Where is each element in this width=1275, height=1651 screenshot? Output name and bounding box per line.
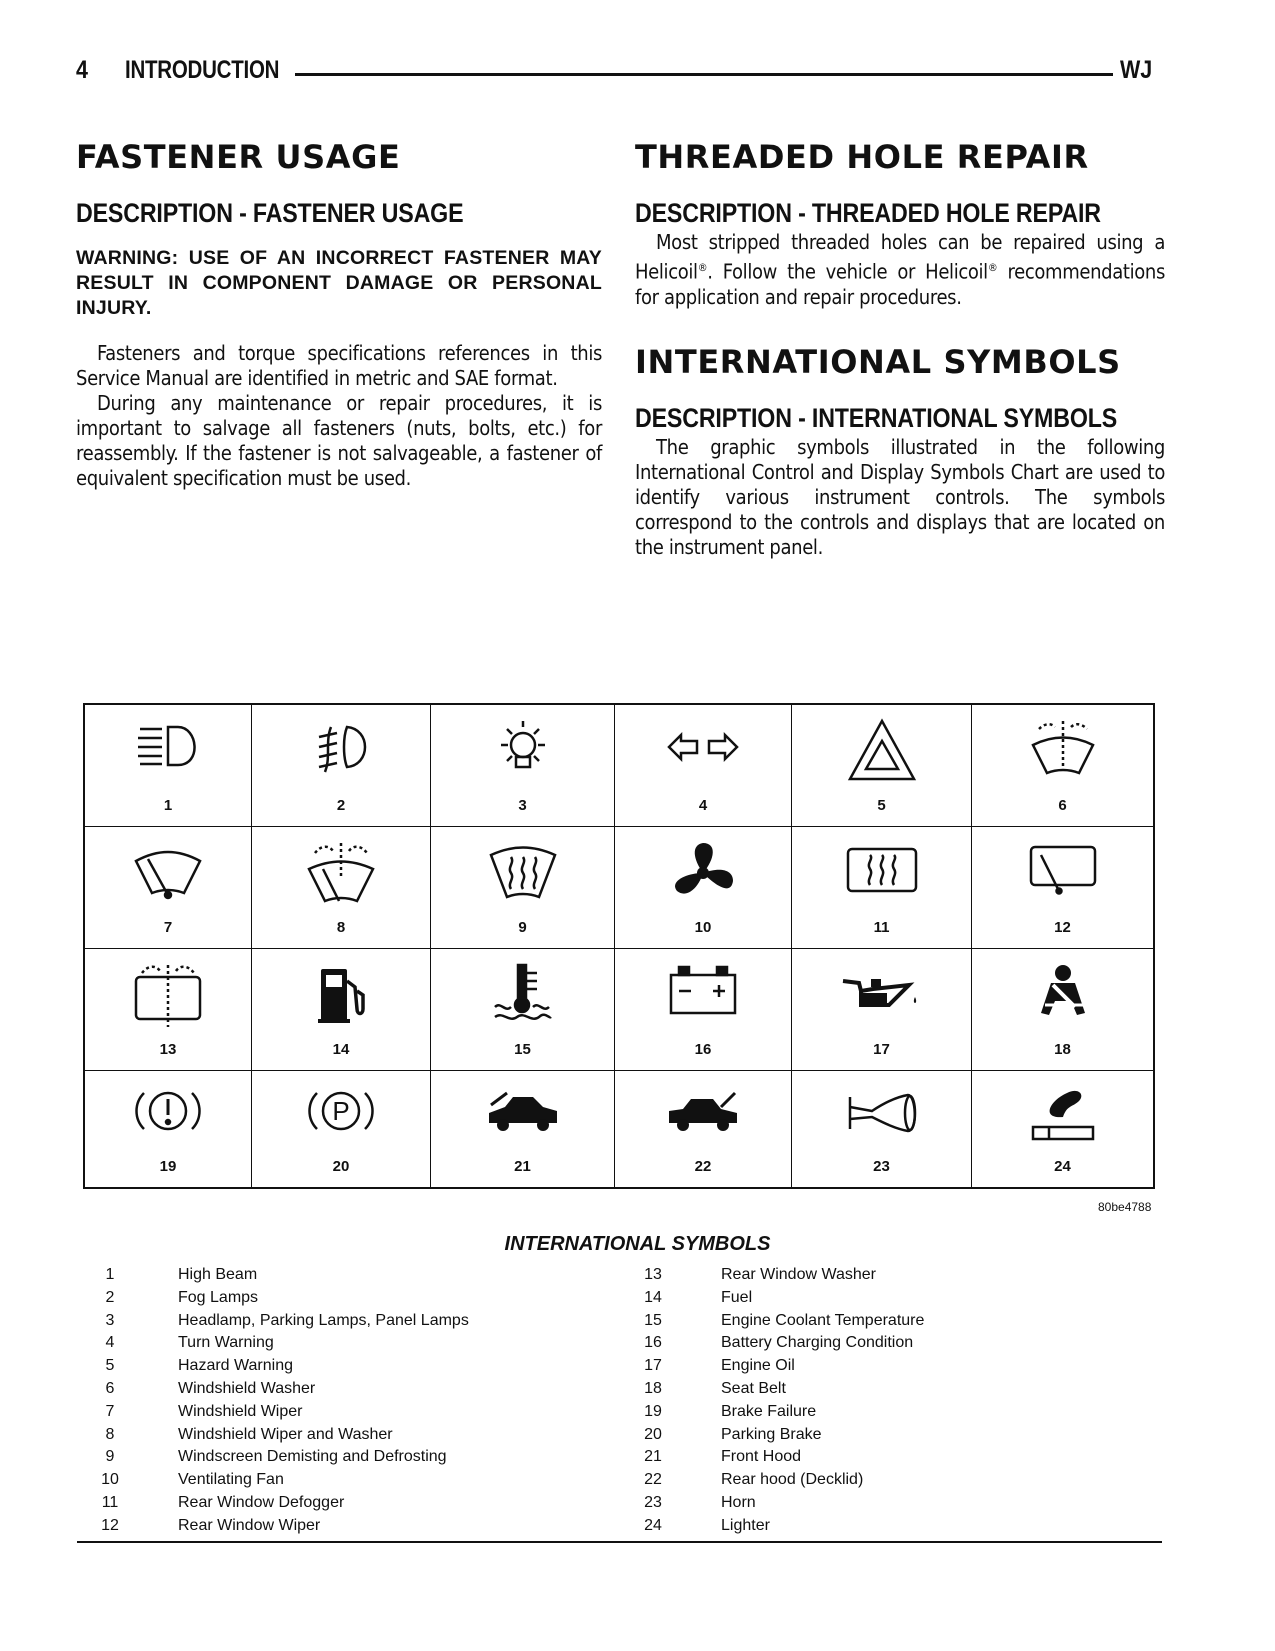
fastener-paragraph-1: Fasteners and torque specifications references in this Service Manual are identified in metric and SAE format. <box>76 341 602 390</box>
symbol-cell <box>252 1071 431 1187</box>
decklid-icon <box>663 1083 743 1139</box>
international-symbols-paragraph: The graphic symbols illustrated in the following International Control and Display Symbols Chart are used to identify various instrument controls. The symbols correspond to the controls and displays that are located on the instrument panel. <box>635 434 1165 559</box>
symbol-cell <box>85 705 252 827</box>
legend-item: 5 Hazard Warning <box>105 1357 294 1375</box>
legend-item: 7 Windshield Wiper <box>105 1402 303 1420</box>
legend-item: 10 Ventilating Fan <box>101 1471 284 1489</box>
hazard-icon <box>842 717 922 785</box>
symbol-cell <box>792 1071 972 1187</box>
turn-signal-icon <box>663 717 743 777</box>
rear-wiper-icon <box>1023 839 1103 903</box>
fastener-warning: WARNING: USE OF AN INCORRECT FASTENER MAY RESULT IN COMPONENT DAMAGE OR PERSONAL INJURY. <box>76 247 602 319</box>
legend-left-column <box>90 1264 570 1538</box>
symbol-cell <box>615 1071 792 1187</box>
legend-item: 23 Horn <box>644 1493 756 1511</box>
legend-item: 9 Windscreen Demisting and Defrosting <box>105 1448 447 1466</box>
legend-item: 3 Headlamp, Parking Lamps, Panel Lamps <box>105 1311 469 1329</box>
legend-item: 2 Fog Lamps <box>105 1288 259 1306</box>
wiper-icon <box>128 839 208 905</box>
symbol-number: 24 <box>1054 1158 1071 1175</box>
legend-item: 17 Engine Oil <box>644 1357 795 1375</box>
symbol-number: 13 <box>159 1041 177 1058</box>
symbol-number: 11 <box>873 919 890 936</box>
brake-failure-icon <box>128 1083 208 1143</box>
legend-item: 20 Parking Brake <box>644 1425 822 1443</box>
legend-item: 4 Turn Warning <box>105 1334 274 1352</box>
symbol-cell <box>972 949 1153 1071</box>
symbol-cell <box>792 827 972 949</box>
fog-lamp-icon <box>301 717 381 777</box>
symbol-cell <box>252 827 431 949</box>
header-rule <box>295 73 1113 76</box>
symbol-number: 3 <box>518 797 527 814</box>
symbol-number: 9 <box>518 919 527 936</box>
legend-item: 8 Windshield Wiper and Washer <box>105 1425 393 1443</box>
registered-mark: ® <box>697 261 708 274</box>
symbol-cell <box>972 827 1153 949</box>
symbol-cell <box>85 1071 252 1187</box>
right-column <box>635 138 1165 560</box>
seat-belt-icon <box>1023 961 1103 1027</box>
legend-item: 11 Rear Window Defogger <box>101 1493 345 1511</box>
symbol-number: 4 <box>698 797 708 814</box>
symbol-cell <box>615 705 792 827</box>
symbol-cell <box>972 705 1153 827</box>
fastener-paragraph-2: During any maintenance or repair procedures, it is important to salvage all fasteners (nuts, bolts, etc.) for reassembly. If the fastener is not salvageable, a fastener of equivalent specification must be used. <box>76 391 602 490</box>
header-section-title: INTRODUCTION <box>125 56 280 84</box>
symbol-number: 21 <box>514 1158 531 1175</box>
legend-item: 14 Fuel <box>644 1288 753 1306</box>
legend-item: 16 Battery Charging Condition <box>644 1334 914 1352</box>
rear-defog-icon <box>842 839 922 903</box>
legend-item: 22 Rear hood (Decklid) <box>644 1471 864 1489</box>
symbol-cell <box>431 949 615 1071</box>
threaded-hole-subheading: DESCRIPTION - THREADED HOLE REPAIR <box>635 198 1101 228</box>
symbol-cell <box>972 1071 1153 1187</box>
symbol-cell <box>85 827 252 949</box>
symbol-cell <box>252 705 431 827</box>
legend-right-column <box>633 1264 1133 1538</box>
symbol-cell <box>431 705 615 827</box>
symbol-number: 18 <box>1054 1041 1071 1058</box>
legend-bottom-rule <box>77 1541 1162 1543</box>
international-symbols-heading: INTERNATIONAL SYMBOLS <box>635 342 1121 381</box>
battery-icon <box>663 961 743 1021</box>
lighter-icon <box>1023 1083 1103 1149</box>
legend-item: 13 Rear Window Washer <box>644 1266 877 1283</box>
high-beam-icon <box>128 717 208 777</box>
header-model-code: WJ <box>1120 56 1153 84</box>
legend-title: INTERNATIONAL SYMBOLS <box>504 1233 771 1255</box>
registered-mark: ® <box>987 261 998 274</box>
figure-code: 80be4788 <box>1098 1200 1152 1214</box>
symbol-number: 23 <box>873 1158 890 1175</box>
legend-item: 21 Front Hood <box>644 1448 802 1466</box>
horn-icon <box>842 1083 922 1143</box>
washer-icon <box>1023 717 1103 783</box>
symbol-cell <box>792 949 972 1071</box>
symbol-number: 8 <box>336 919 346 936</box>
symbol-number: 22 <box>694 1158 712 1175</box>
rear-washer-icon <box>128 961 208 1029</box>
symbol-number: 15 <box>514 1041 531 1058</box>
symbol-number: 10 <box>694 919 712 936</box>
symbol-cell <box>615 949 792 1071</box>
threaded-hole-paragraph: Most stripped threaded holes can be repaired using a Helicoil®. Follow the vehicle or Helicoil® recommendations for application and repair procedures. <box>635 230 1165 309</box>
wiper-washer-icon <box>301 839 381 907</box>
fan-icon <box>663 839 743 907</box>
threaded-hole-heading: THREADED HOLE REPAIR <box>635 138 1089 176</box>
symbol-number: 5 <box>877 797 886 814</box>
symbol-number: 20 <box>332 1158 350 1175</box>
svg-text:P: P <box>332 1096 350 1126</box>
symbol-cell <box>615 827 792 949</box>
fastener-usage-subheading: DESCRIPTION - FASTENER USAGE <box>76 198 464 228</box>
symbol-number: 1 <box>163 797 173 814</box>
left-column <box>76 138 602 491</box>
symbol-number: 17 <box>873 1041 890 1058</box>
legend-item: 19 Brake Failure <box>644 1402 817 1420</box>
oil-can-icon <box>837 961 927 1021</box>
fastener-usage-heading: FASTENER USAGE <box>76 138 401 176</box>
fuel-icon <box>301 961 381 1027</box>
coolant-icon <box>483 961 563 1027</box>
legend-item: 12 Rear Window Wiper <box>101 1516 321 1534</box>
symbol-cell <box>85 949 252 1071</box>
symbol-number: 16 <box>694 1041 712 1058</box>
symbol-number: 2 <box>336 797 346 814</box>
international-symbols-subheading: DESCRIPTION - INTERNATIONAL SYMBOLS <box>635 402 1118 433</box>
parking-brake-icon <box>301 1083 381 1143</box>
symbol-number: 7 <box>163 919 173 936</box>
legend-item: 24 Lighter <box>644 1516 770 1534</box>
defrost-icon <box>483 839 563 905</box>
legend-item: 6 Windshield Washer <box>105 1379 316 1397</box>
symbol-number: 19 <box>159 1158 177 1175</box>
symbol-number: 12 <box>1054 919 1071 936</box>
symbol-number: 6 <box>1058 797 1067 814</box>
symbol-cell <box>792 705 972 827</box>
symbols-chart <box>83 703 1155 1189</box>
symbol-cell <box>431 827 615 949</box>
symbol-number: 14 <box>332 1041 350 1058</box>
legend-item: 18 Seat Belt <box>644 1379 786 1397</box>
legend-item: 15 Engine Coolant Temperature <box>644 1311 925 1329</box>
legend-item: 1 High Beam <box>105 1266 258 1283</box>
symbol-cell <box>431 1071 615 1187</box>
front-hood-icon <box>483 1083 563 1139</box>
lamp-icon <box>483 717 563 781</box>
page-number: 4 <box>76 56 88 84</box>
symbol-cell <box>252 949 431 1071</box>
